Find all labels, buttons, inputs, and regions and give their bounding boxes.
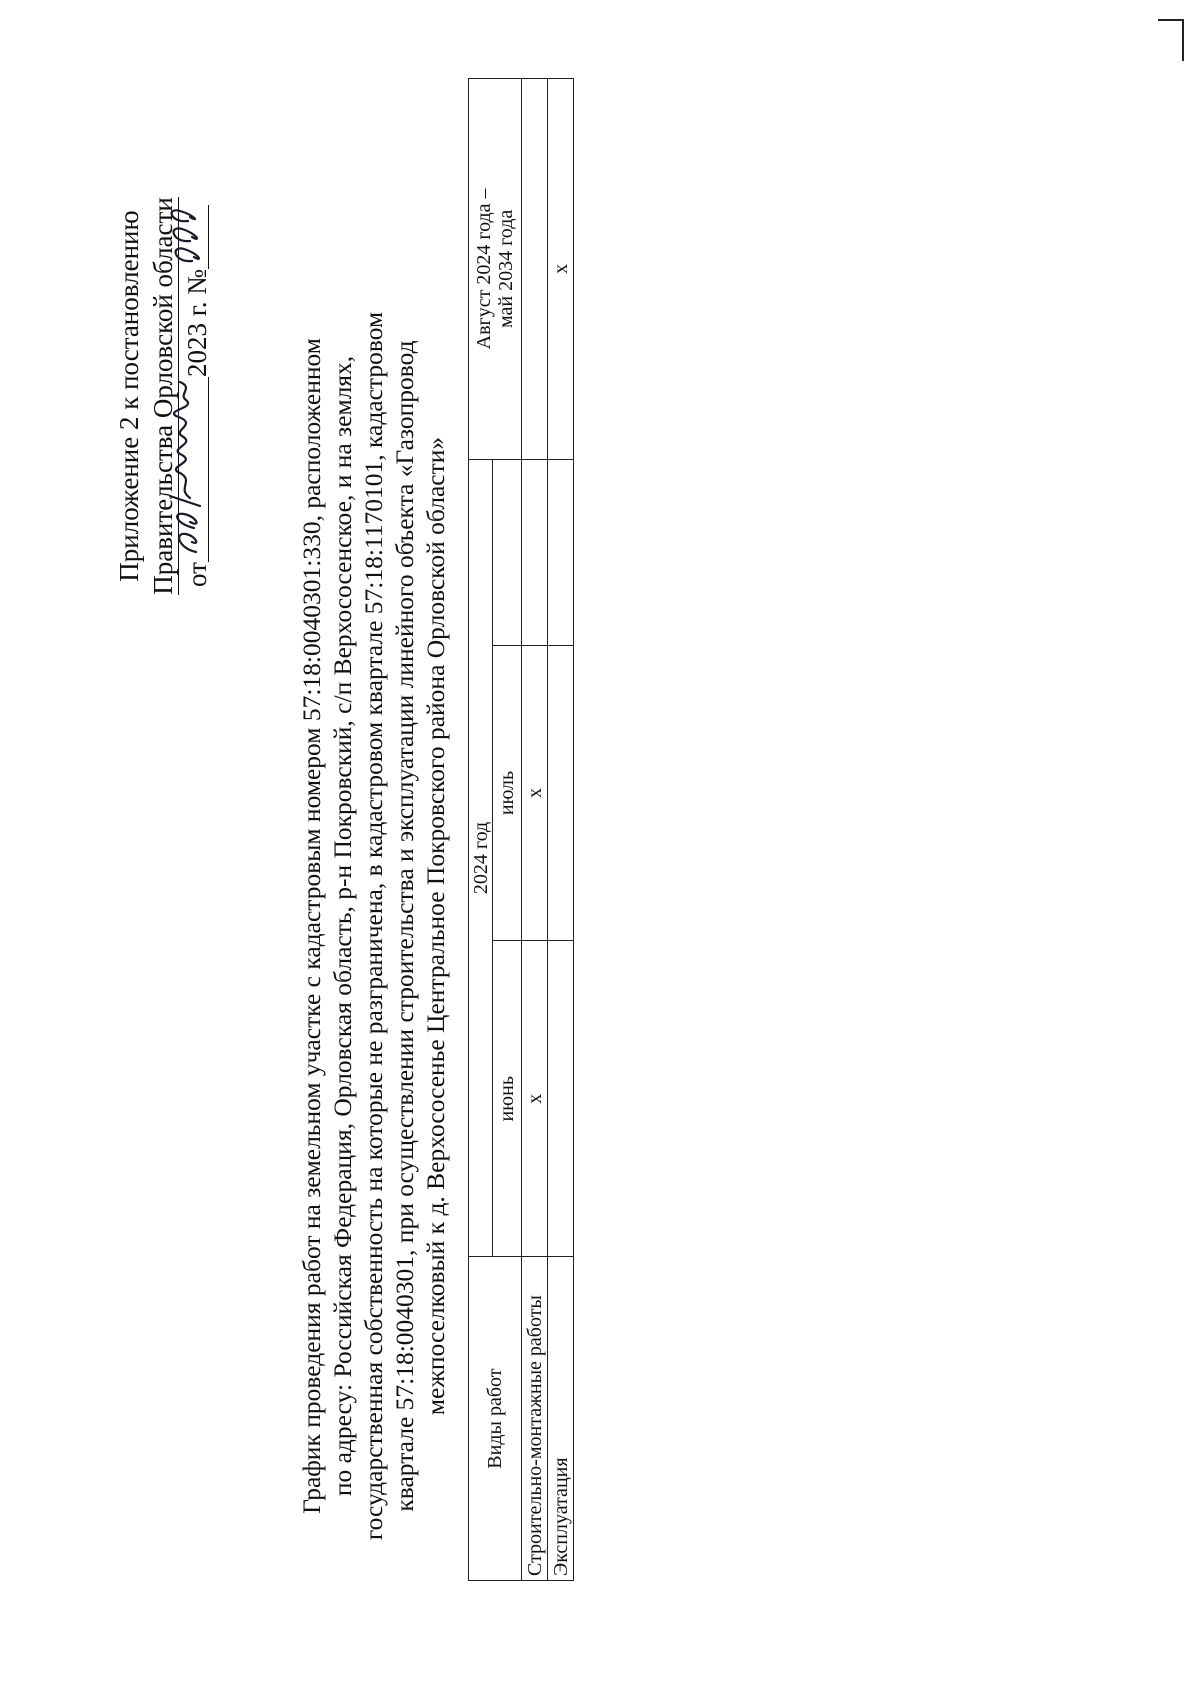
appendix-header: [112, 76, 214, 716]
title-line: межпоселковый к д. Верхососенье Центральное Покровского района Орловской области»: [421, 436, 450, 1416]
appendix-date-prefix: от: [182, 562, 212, 587]
title-line: График проведения работ на земельном участке с кадастровым номером 57:18:0040301:330, расположенном: [297, 338, 326, 1514]
appendix-line-2: Правительства Орловской области: [148, 197, 178, 595]
appendix-line-3: [180, 76, 214, 716]
handwritten-number-field: [180, 205, 209, 269]
appendix-year-number: 2023 г. №: [182, 269, 212, 378]
header-period-line-2: май 2034 года: [495, 209, 517, 329]
title-line: по адресу: Российская Федерация, Орловская область, р-н Покровский, с/п Верхососенское, и на землях,: [328, 355, 357, 1497]
cell-mark: [548, 941, 574, 1257]
cell-mark: [548, 459, 574, 645]
header-period-line-1: Август 2024 года –: [473, 188, 495, 350]
cell-mark: x: [522, 941, 548, 1257]
cell-mark: x: [548, 79, 574, 460]
corner-mark: [1158, 19, 1184, 61]
appendix-line-1: Приложение 2 к постановлению: [114, 210, 144, 582]
title-line: квартале 57:18:0040301, при осуществлении строительства и эксплуатации линейного объекта «Газопровод: [390, 340, 419, 1512]
header-work-types: Виды работ: [469, 1257, 522, 1581]
header-period: [469, 79, 522, 460]
row-label: Строительно-монтажные работы: [522, 1257, 548, 1581]
cell-mark: x: [522, 645, 548, 941]
document-title: [296, 266, 451, 1586]
table-row: [548, 79, 574, 1581]
header-month-june: июнь: [493, 941, 522, 1257]
header-month-empty: [493, 459, 522, 645]
table-row: [522, 79, 548, 1581]
handwritten-date-field: [180, 377, 209, 562]
cell-mark: [522, 79, 548, 460]
row-label: Эксплуатация: [548, 1257, 574, 1581]
title-line: государственная собственность на которые не разграничена, в кадастровом квартале 57:18:1170101, кадастровом: [359, 311, 388, 1541]
header-year-2024: 2024 год: [469, 459, 493, 1256]
cell-mark: [548, 645, 574, 941]
works-schedule-table: [468, 78, 574, 1581]
header-month-july: июль: [493, 645, 522, 941]
cell-mark: [522, 459, 548, 645]
